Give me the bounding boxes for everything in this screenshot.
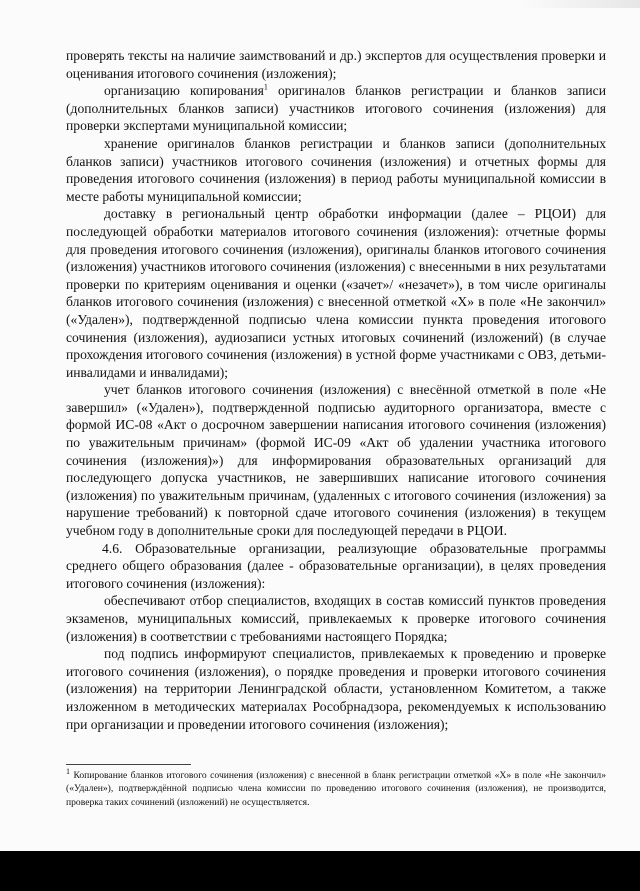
footnote-reference: 1 [263, 82, 268, 92]
footnote-text [66, 766, 606, 809]
paragraph-2-text-start: организацию копирования [104, 83, 264, 99]
section-4-6-heading: 4.6. Образовательные организации, реализующие образовательные программы среднего общего образования (далее - образовательные организации), в целях проведения итогового сочинения (изложения): [66, 540, 606, 591]
paragraph-3: хранение оригиналов бланков регистрации и бланков записи (дополнительных бланков записи) участников итогового сочинения (изложения) и отчетных формы для проведения итогового сочинения (изложения) в период работы муниципальной комиссии в месте работы муниципальной комиссии; [66, 135, 606, 204]
paragraph-7: обеспечивают отбор специалистов, входящих в состав комиссий пунктов проведения экзаменов, муниципальных комиссий, привлекаемых к проверке итогового сочинения (изложения) в соответствии с требованиями настоящего Порядка; [66, 593, 606, 644]
paragraph-1: проверять тексты на наличие заимствований и др.) экспертов для осуществления проверки и оценивания итогового сочинения (изложения); [66, 48, 606, 81]
footnote-body: Копирование бланков итогового сочинения (изложения) с внесенной в бланк регистрации отметкой «Х» в поле «Не закончил» («Удален»), подтверждённой подписью члена комиссии по проведению итогового сочинения (изложения), не производится, проверка таких сочинений (изложений) не осуществляется. [66, 770, 606, 808]
paragraph-8: под подпись информируют специалистов, привлекаемых к проведению и проверке итогового сочинения (изложения), о порядке проведения и проверки итогового сочинения (изложения) на территории Ленинградской области, установленном Комитетом, а также изложенном в методических материалах Рособрнадзора, рекомендуемых к использованию при организации и проведении итогового сочинения (изложения); [66, 646, 606, 732]
scan-artifact [520, 0, 640, 8]
footnote-marker: 1 [66, 766, 70, 776]
footnote [66, 766, 606, 809]
paragraph-4: доставку в региональный центр обработки информации (далее – РЦОИ) для последующей обработки материалов итогового сочинения (изложения): отчетные формы для проведения итогового сочинения (изложения), оригиналы бланков итогового сочинения (изложения) участников итогового сочинения (изложения) с внесенными в них результатами проверки по критериям оценивания и оценки («зачет»/ «незачет»), в том числе оригиналы бланков итогового сочинения (изложения) с внесенной отметкой «Х» в поле «Не закончил» («Удален»), подтвержденной подписью члена комиссии пункта проведения итогового сочинения (изложения), аудиозаписи устных итоговых сочинений (изложений) (в случае прохождения итогового сочинения (изложения) в устной форме участниками с ОВЗ, детьми-инвалидами и инвалидами); [66, 206, 606, 380]
footnote-separator [66, 764, 191, 765]
paragraph-5: учет бланков итогового сочинения (изложения) с внесённой отметкой в поле «Не завершил» («Удален»), подтвержденной подписью аудиторного организатора, вместе с формой ИС-08 «Акт о досрочном завершении написания итогового сочинения (изложения) по уважительным причинам» (формой ИС-09 «Акт об удалении участника итогового сочинения (изложения)») для информирования образовательных организаций для последующего допуска участников, не завершивших написание итогового сочинения (изложения) по уважительным причинам, (удаленных с итогового сочинения (изложения) за нарушение требований) к повторной сдаче итогового сочинения (изложения) в текущем учебном году в дополнительные сроки для последующей передачи в РЦОИ. [66, 382, 606, 539]
paragraph-2 [66, 82, 606, 135]
scan-bottom-border [0, 851, 640, 891]
document-body [66, 47, 606, 733]
paragraph-2-text-end: оригиналов бланков регистрации и бланков записи (дополнительных бланков записи) участников итогового сочинения (изложения) для проверки экспертами муниципальной комиссии; [66, 83, 606, 134]
